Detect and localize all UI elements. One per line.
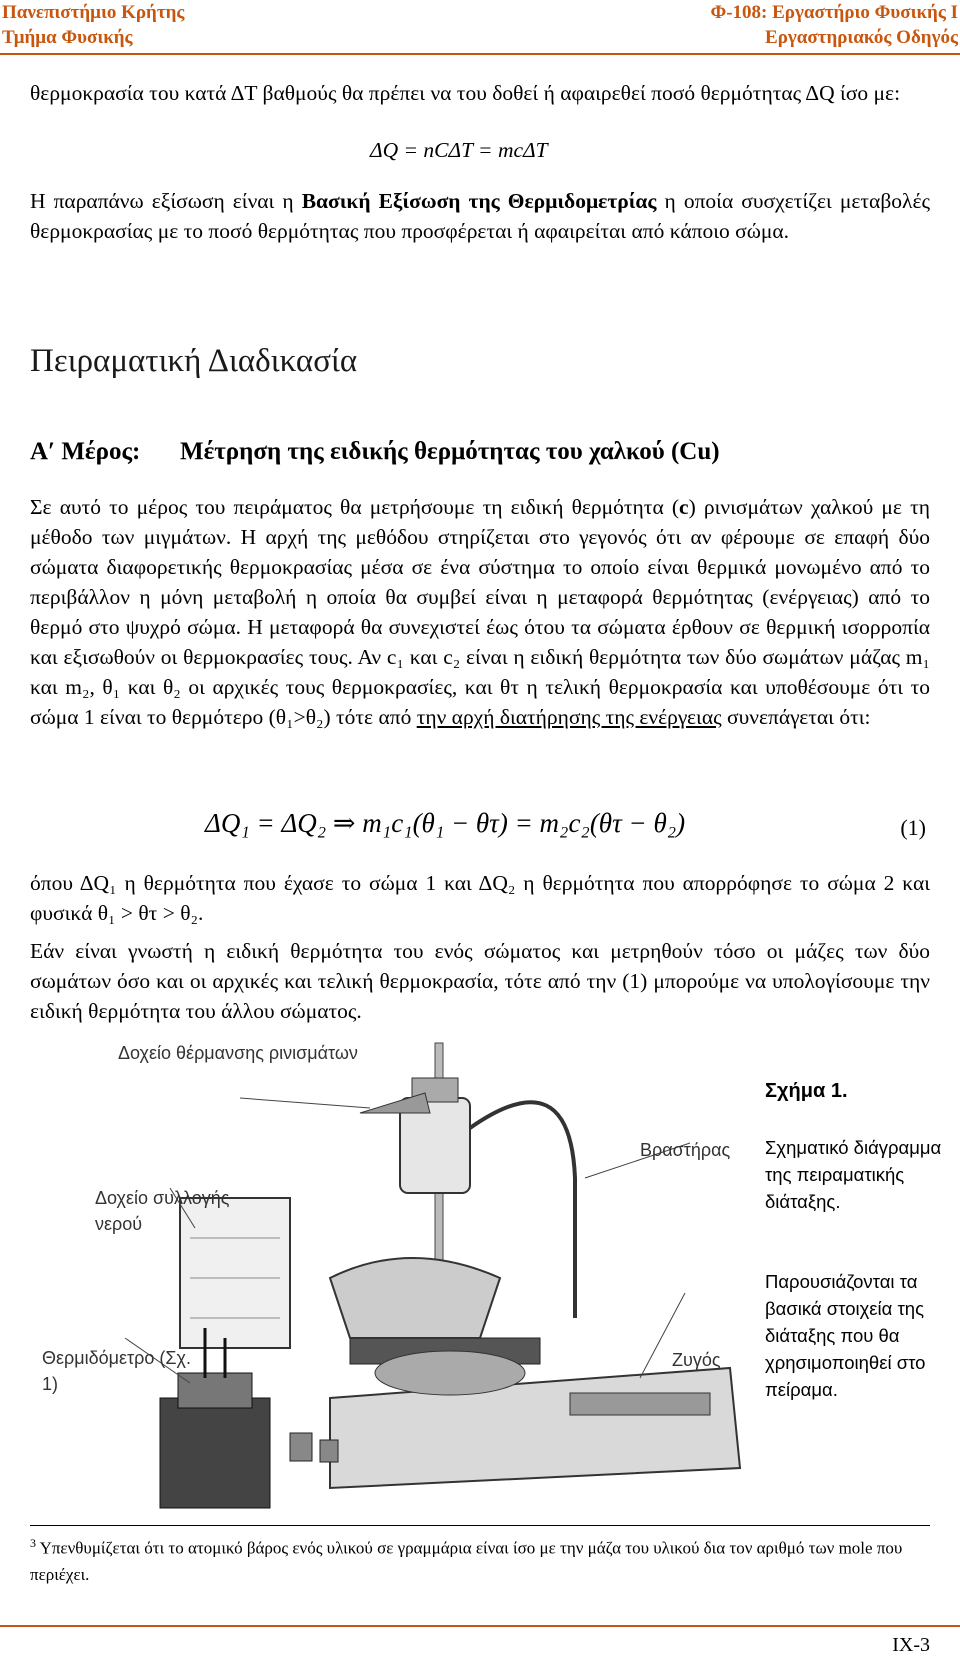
intro-line: θερμοκρασία του κατά ΔT βαθμούς θα πρέπει να του δοθεί ή αφαιρεθεί ποσό θερμότητας ΔQ ίσο με: (30, 81, 901, 105)
label-scale: Ζυγός (672, 1350, 721, 1370)
heat-equation: ΔQ = nCΔT = mcΔT (370, 138, 548, 162)
figure-caption-1: Σχηματικό διάγραμμα της πειραματικής διάταξης. (765, 1137, 942, 1212)
boiler (330, 1258, 500, 1338)
header-right (710, 0, 958, 50)
department-name: Τμήμα Φυσικής (2, 27, 133, 48)
energy-conservation-link[interactable]: την αρχή διατήρησης της ενέργειας (416, 705, 722, 729)
part-title: Μέτρηση της ειδικής θερμότητας του χαλκού (Cu) (180, 438, 720, 465)
part-prefix: Α′ Μέρος: (30, 438, 141, 465)
scale-beam (570, 1393, 710, 1415)
p1-text-b: ) ρινισμάτων χαλκού με τη μέθοδο των μιγμάτων. Η αρχή της μεθόδου στηρίζεται στο γεγονός ότι αν φέρουμε σε επαφή δύο σώματα διαφορετικής θερμοκρασίας μέσα σε ένα σύστημα το οποίο είναι θερμικά μονωμένο από το περιβάλλον η μόνη μεταβολή η οποία θα συμβεί είναι η μεταφορά θερμότητας (ενέργειας) από το θερμό στο ψυχρό σώμα. Η μεταφορά θα συνεχιστεί έως ότου τα σώματα έρθουν σε θερμική ισορροπία και εξισωθούν οι θερμοκρασίες τους. Αν c₁ και c₂ είναι η ειδική θερμότητα των δύο σωμάτων μάζας m₁ και m₂, θ₁ και θ₂ οι αρχικές τους θερμοκρασίες, και θτ η τελική θερμοκρασία και υποθέσουμε ότι το σώμα 1 είναι το θερμότερο (θ₁>θ₂) τότε από (30, 495, 930, 729)
p1-text-end: συνεπάγεται ότι: (721, 705, 871, 729)
intro-paragraph (30, 186, 930, 246)
label-heating-container: Δοχείο θέρμανσης ρινισμάτων (118, 1043, 358, 1063)
equation-1-number: (1) (900, 815, 926, 840)
footnote-text: Υπενθυμίζεται ότι το ατομικό βάρος ενός υλικού σε γραμμάρια είναι ίσο με την μάζα του υλικού δια τον αριθμό των mole που περιέχει. (30, 1538, 903, 1584)
guide-title: Εργαστηριακός Οδηγός (765, 27, 958, 48)
footer-rule (0, 1625, 960, 1627)
label-calorimeter: Θερμιδόμετρο (Σχ. 1) (42, 1348, 191, 1394)
apparatus-figure (30, 1038, 750, 1518)
figure-caption-2: Παρουσιάζονται τα βασικά στοιχεία της διάταξης που θα χρησιμοποιηθεί στο πείραμα. (765, 1271, 926, 1400)
page-header (0, 0, 960, 54)
conclusion-paragraph: Εάν είναι γνωστή η ειδική θερμότητα του ενός σώματος και μετρηθούν τόσο οι μάζες των δύο σωμάτων όσο και οι αρχικές και τελική θερμοκρασία, τότε από την (1) μπορούμε να υπολογίσουμε την ειδική θερμότητα του άλλου σώματος. (30, 939, 930, 1023)
equation-1: ΔQ₁ = ΔQ₂ ⇒ m₁c₁(θ₁ − θτ) = m₂c₂(θτ − θ₂) (205, 808, 686, 838)
para2-text-b: η οποία συσχετίζει μεταβολές θερμοκρασίας με το ποσό θερμότητας που προσφέρεται ή αφαιρείται από κάποιο σώμα. (30, 189, 930, 243)
calorimeter-outer (160, 1398, 270, 1508)
part-heading (30, 438, 720, 466)
footnote-mark: 3 (30, 1536, 36, 1550)
header-left (2, 0, 184, 50)
label-boiler: Βραστήρας (640, 1140, 731, 1160)
p1-text-a: Σε αυτό το μέρος του πειράματος θα μετρήσουμε τη ειδική θερμότητα ( (30, 495, 680, 519)
figure-caption-title: Σχήμα 1. (765, 1080, 848, 1102)
label-collection-vessel: Δοχείο συλλογής νερού (95, 1188, 230, 1234)
header-rule (0, 53, 960, 55)
p1-symbol-c: c (679, 495, 689, 519)
footnote-rule (30, 1525, 930, 1526)
para2-bold: Βασική Εξίσωση της Θερμιδομετρίας (301, 189, 657, 213)
scale-pan (375, 1351, 525, 1395)
section-title: Πειραματική Διαδικασία (30, 343, 358, 379)
method-paragraph (30, 492, 930, 732)
university-name: Πανεπιστήμιο Κρήτης (2, 2, 185, 23)
where-paragraph: όπου ΔQ₁ η θερμότητα που έχασε το σώμα 1 και ΔQ₂ η θερμότητα που απορρόφησε το σώμα 2 και φυσικά θ₁ > θτ > θ₂. (30, 871, 930, 925)
page-number: IX-3 (892, 1634, 930, 1656)
footnote (30, 1530, 930, 1588)
course-title: Φ-108: Εργαστήριο Φυσικής Ι (710, 2, 958, 23)
para2-text-a: Η παραπάνω εξίσωση είναι η (30, 189, 302, 213)
